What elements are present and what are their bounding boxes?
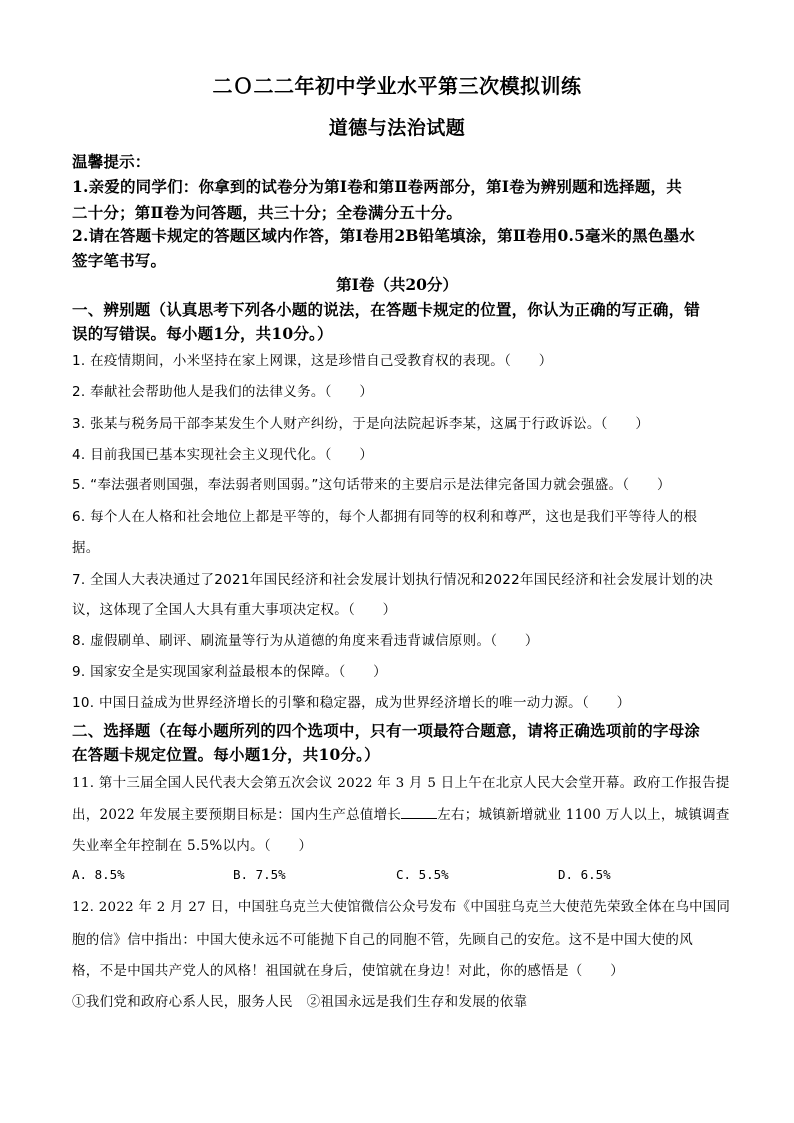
choice-question: 11. 第十三届全国人民代表大会第五次会议 2022 年 3 月 5 日上午在北京人民大会堂开幕。政府工作报告提 (72, 776, 730, 791)
option-c: C. 5.5% (396, 867, 449, 882)
part-two-heading: 二、选择题（在每小题所列的四个选项中，只有一项最符合题意，请将正确选项前的字母涂 (72, 721, 701, 740)
exam-title: 二Ｏ二二年初中学业水平第三次模拟训练 (212, 74, 582, 98)
judgment-question: 6. 每个人在人格和社会地位上都是平等的，每个人都拥有同等的权利和尊严，这也是我们平等待人的根 (72, 509, 698, 525)
judgment-question: 9. 国家安全是实现国家利益最根本的保障。（ ） (72, 664, 387, 680)
notice-line: 二十分；第Ⅱ卷为问答题，共三十分；全卷满分五十分。 (72, 203, 463, 222)
choice-question: 格，不是中国共产党人的风格！祖国就在身后，使馆就在身边！对此，你的感悟是（ ） (72, 963, 624, 979)
notice-line: 1.亲爱的同学们：你拿到的试卷分为第Ⅰ卷和第Ⅱ卷两部分，第Ⅰ卷为辨别题和选择题，共 (72, 177, 682, 196)
judgment-question: 8. 虚假刷单、刷评、刷流量等行为从道德的角度来看违背诚信原则。（ ） (72, 633, 539, 649)
option-b: B. 7.5% (233, 867, 286, 882)
notice-line: 签字笔书写。 (72, 251, 167, 270)
notice-line: 2.请在答题卡规定的答题区域内作答，第Ⅰ卷用2B铅笔填涂，第Ⅱ卷用0.5毫米的黑色墨水 (72, 226, 695, 245)
judgment-question: 7. 全国人大表决通过了2021年国民经济和社会发展计划执行情况和2022年国民经济和社会发展计划的决 (72, 572, 714, 588)
option-d: D. 6.5% (558, 867, 611, 882)
judgment-question: 10. 中国日益成为世界经济增长的引擎和稳定器，成为世界经济增长的唯一动力源。（ ） (72, 695, 631, 711)
fill-blank (401, 806, 437, 819)
part-one-heading: 一、辨别题（认真思考下列各小题的说法，在答题卡规定的位置，你认为正确的写正确，错 (72, 300, 701, 319)
choice-question-line (72, 803, 730, 823)
judgment-question: 5. “奉法强者则国强，奉法弱者则国弱。”这句话带来的主要启示是法律完备国力就会强盛。（ ） (72, 477, 671, 493)
choice-question: 胞的信》信中指出：中国大使永远不可能抛下自己的同胞不管，先顾自己的安危。这不是中国大使的风 (72, 932, 693, 948)
choice-question: ①我们党和政府心系人民，服务人民 ②祖国永远是我们生存和发展的依靠 (72, 994, 528, 1010)
exam-subtitle: 道德与法治试题 (328, 117, 466, 139)
judgment-question: 据。 (72, 540, 100, 556)
choice-question: 12. 2022 年 2 月 27 日，中国驻乌克兰大使馆微信公众号发布《中国驻乌克兰大使范先荣致全体在乌中国同 (72, 900, 731, 915)
choice-question: 失业率全年控制在 5.5%以内。（ ） (72, 838, 313, 854)
part-one-heading: 误的写错误。每小题1分，共10分。） (72, 324, 333, 343)
volume-one-heading: 第Ⅰ卷（共20分） (336, 275, 458, 294)
option-a: A. 8.5% (72, 867, 125, 882)
judgment-question: 4. 目前我国已基本实现社会主义现代化。（ ） (72, 447, 374, 463)
judgment-question: 3. 张某与税务局干部李某发生个人财产纠纷，于是向法院起诉李某，这属于行政诉讼。（ ） (72, 416, 650, 432)
question-text: 出，2022 年发展主要预期目标是：国内生产总值增长 (72, 807, 402, 823)
judgment-question: 议，这体现了全国人大具有重大事项决定权。（ ） (72, 602, 397, 618)
notice-label: 温馨提示： (72, 152, 151, 171)
judgment-question: 1. 在疫情期间，小米坚持在家上网课，这是珍惜自己受教育权的表现。（ ） (72, 353, 553, 369)
judgment-question: 2. 奉献社会帮助他人是我们的法律义务。（ ） (72, 384, 374, 400)
question-text: 左右；城镇新增就业 1100 万人以上，城镇调查 (437, 807, 730, 823)
part-two-heading: 在答题卡规定位置。每小题1分，共10分。） (72, 745, 380, 764)
